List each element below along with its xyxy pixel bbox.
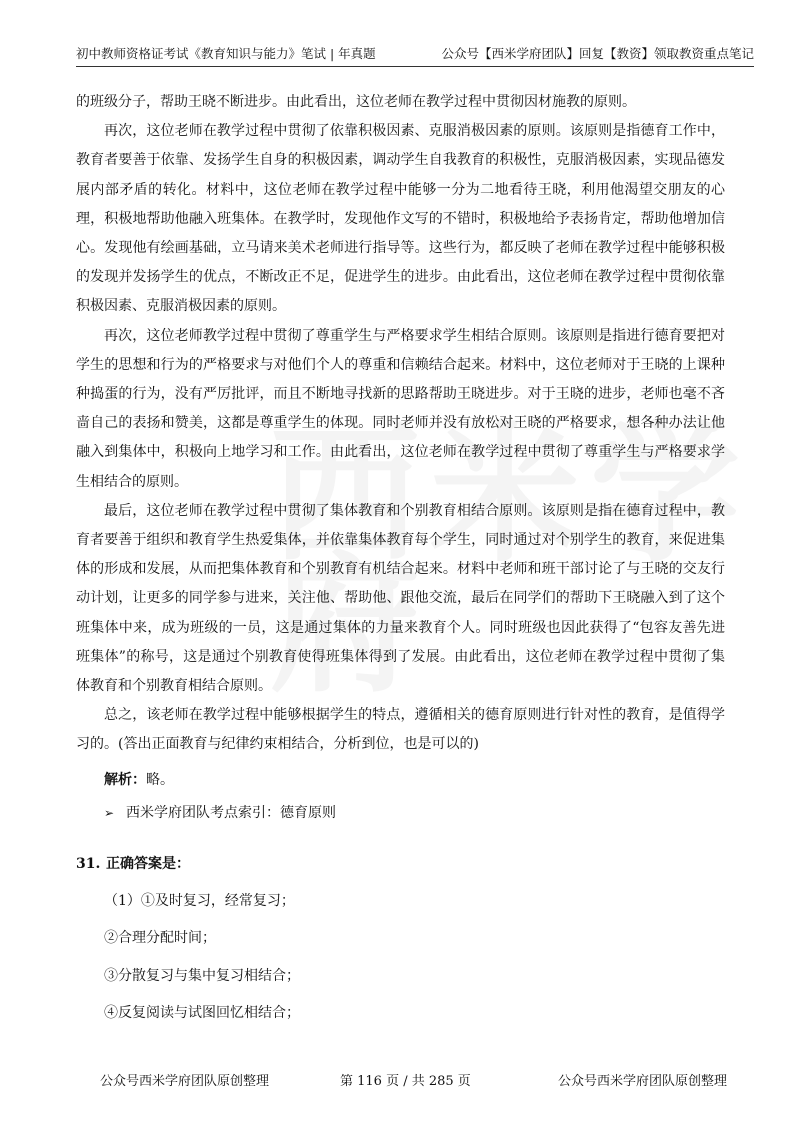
footer-right: 公众号西米学府团队原创整理 (558, 1074, 728, 1089)
answer-step: ④反复阅读与试图回忆相结合； (104, 1004, 300, 1021)
document-body (76, 88, 725, 1028)
paragraph-positive-factors: 再次，这位老师在教学过程中贯彻了依靠积极因素、克服消极因素的原则。该原则是指德育工作中，教育者要善于依靠、发扬学生自身的积极因素，调动学生自我教育的积极性，克服消极因素，实现品德发展内部矛盾的转化。材料中，这位老师在教学过程中能够一分为二地看待王晓，利用他渴望交朋友的心理，积极地帮助他融入班集体。在教学时，发现他作文写的不错时，积极地给予表扬肯定，帮助他增加信心。发现他有绘画基础，立马请来美术老师进行指导等。这些行为，都反映了老师在教学过程中能够积极的发现并发扬学生的优点，不断改正不足，促进学生的进步。由此看出，这位老师在教学过程中贯彻依靠积极因素、克服消极因素的原则。 (76, 123, 725, 315)
header-left-title: 初中教师资格证考试《教育知识与能力》笔试 | 年真题 (76, 46, 376, 61)
analysis-line (76, 766, 725, 795)
paragraph-respect-requirement: 再次，这位老师教学过程中贯彻了尊重学生与严格要求学生相结合原则。该原则是指进行德育要把对学生的思想和行为的严格要求与对他们个人的尊重和信赖结合起来。材料中，这位老师对于王晓的上课种种捣蛋的行为，没有严厉批评，而且不断地寻找新的思路帮助王晓进步。对于王晓的进步，老师也毫不吝啬自己的表扬和赞美，这都是尊重学生的体现。同时老师并没有放松对王晓的严格要求，想各种办法让他融入到集体中，积极向上地学习和工作。由此看出，这位老师在教学过程中贯彻了尊重学生与严格要求学生相结合的原则。 (76, 327, 725, 490)
page-number: 第 116 页 / 共 285 页 (340, 1074, 471, 1089)
question-label: 正确答案是： (106, 856, 190, 873)
analysis-value: 略。 (146, 771, 174, 788)
paragraph-conclusion: 总之，该老师在教学过程中能够根据学生的特点，遵循相关的德育原则进行针对性的教育，是值得学习的。(答出正面教育与纪律约束相结合，分析到位，也是可以的) (76, 707, 725, 753)
header-right-note: 公众号【西米学府团队】回复【教资】领取教资重点笔记 (441, 46, 754, 61)
analysis-label: 解析： (104, 771, 146, 788)
page-header (76, 44, 754, 67)
question-number: 31. (76, 856, 101, 873)
arrow-bullet-icon: ➢ (104, 805, 115, 820)
footer-left: 公众号西米学府团队原创整理 (100, 1074, 270, 1089)
answer-step: ③分散复习与集中复习相结合； (104, 967, 300, 984)
paragraph-collective-education: 最后，这位老师在教学过程中贯彻了集体教育和个别教育相结合原则。该原则是指在德育过程中，教育者要善于组织和教育学生热爱集体，并依靠集体教育每个学生，同时通过对个别学生的教育，来促进集体的形成和发展，从而把集体教育和个别教育有机结合起来。材料中老师和班干部讨论了与王晓的交友行动计划，让更多的同学参与进来，关注他、帮助他、跟他交流，最后在同学们的帮助下王晓融入到了这个班集体中来，成为班级的一员，这是通过集体的力量来教育个人。同时班级也因此获得了“包容友善先进班集体”的称号，这是通过个别教育使得班集体得到了发展。由此看出，这位老师在教学过程中贯彻了集体教育和个别教育相结合原则。 (76, 502, 725, 695)
question-heading (76, 850, 725, 879)
answer-step: （1）①及时复习，经常复习； (104, 893, 295, 910)
answer-step: ②合理分配时间； (104, 930, 216, 947)
paragraph-continuation: 的班级分子，帮助王晓不断进步。由此看出，这位老师在教学过程中贯彻因材施教的原则。 (76, 94, 636, 110)
index-note (76, 799, 725, 828)
index-note-text: 西米学府团队考点索引：德育原则 (126, 804, 336, 821)
